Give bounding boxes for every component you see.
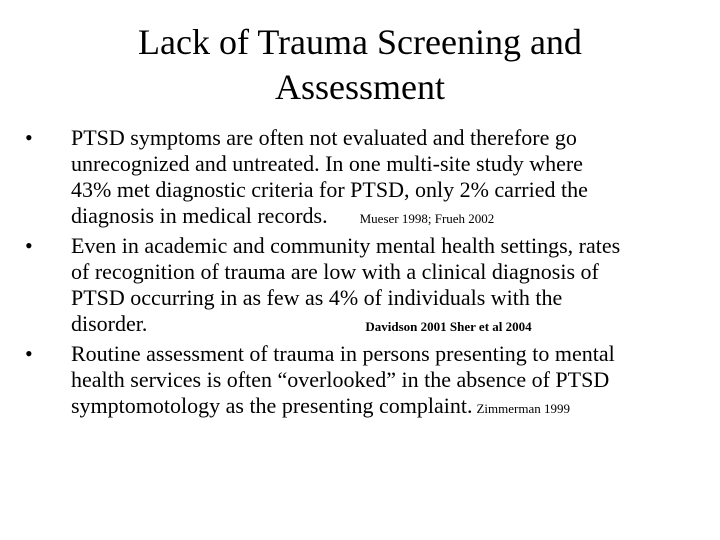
- title-line-1: Lack of Trauma Screening and: [138, 22, 582, 62]
- title-line-2: Assessment: [275, 67, 445, 107]
- bullet-list: [20, 125, 710, 423]
- bullet-line: Routine assessment of trauma in persons presenting to mental: [71, 341, 615, 366]
- bullet-line: of recognition of trauma are low with a clinical diagnosis of: [71, 259, 599, 284]
- bullet-line: Even in academic and community mental health settings, rates: [71, 233, 621, 258]
- citation: Davidson 2001 Sher et al 2004: [365, 319, 532, 334]
- bullet-item: [20, 125, 710, 232]
- citation: Zimmerman 1999: [476, 401, 570, 416]
- bullet-dot: •: [25, 125, 33, 150]
- bullet-line: disorder.: [71, 311, 148, 336]
- bullet-dot: •: [25, 341, 33, 366]
- bullet-item: [20, 341, 710, 422]
- bullet-line: unrecognized and untreated. In one multi-site study where: [71, 151, 583, 176]
- bullet-line: symptomotology as the presenting complaint.: [71, 393, 473, 418]
- bullet-item: [20, 233, 710, 340]
- bullet-line: PTSD occurring in as few as 4% of individuals with the: [71, 285, 563, 310]
- bullet-dot: •: [25, 233, 33, 258]
- slide-title: [0, 20, 720, 110]
- bullet-line: PTSD symptoms are often not evaluated and therefore go: [71, 125, 577, 150]
- bullet-line: health services is often “overlooked” in the absence of PTSD: [71, 367, 610, 392]
- bullet-line: 43% met diagnostic criteria for PTSD, only 2% carried the: [71, 177, 588, 202]
- citation: Mueser 1998; Frueh 2002: [359, 211, 495, 226]
- bullet-line: diagnosis in medical records.: [71, 203, 328, 228]
